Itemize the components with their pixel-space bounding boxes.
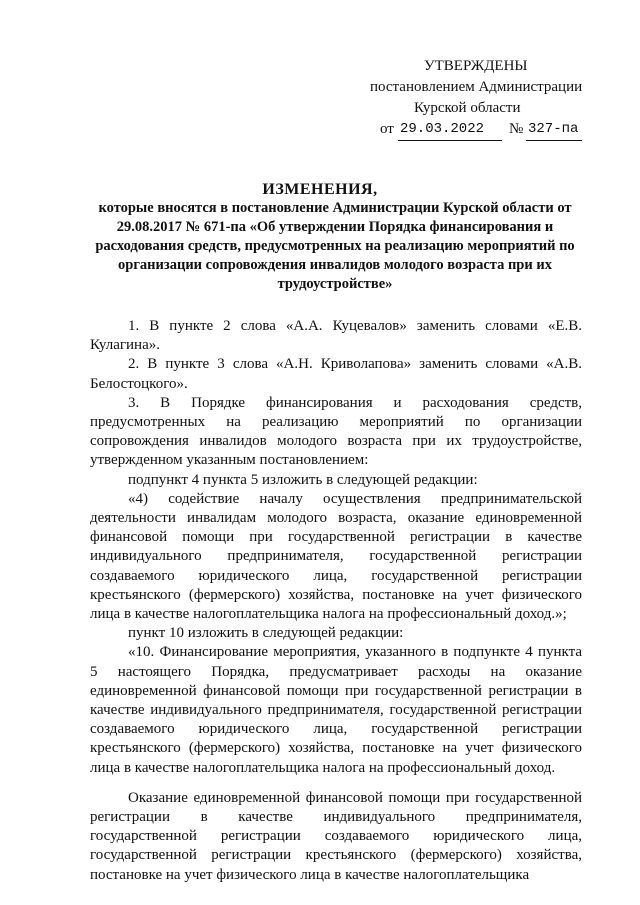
- document-body: [90, 317, 582, 885]
- paragraph-subpoint-intro: подпункт 4 пункта 5 изложить в следующей редакции:: [128, 471, 478, 488]
- number-prefix: №: [509, 121, 524, 137]
- paragraph-point-10-intro: пункт 10 изложить в следующей редакции:: [128, 625, 404, 642]
- document-subtitle: которые вносятся в постановление Администрации Курской области от 29.08.2017 № 671-па «Об утверждении Порядка финансирования и расходования средств, предусмотренных на реализацию мероприятий по организации сопровождения инвалидов молодого возраста при их трудоустройстве»: [95, 200, 575, 292]
- approval-stamp: [370, 56, 600, 140]
- approval-date-row: [370, 119, 600, 140]
- paragraph-subpoint-4: «4) содействие началу осуществления предпринимательской деятельности инвалидам молодого возраста, оказание единовременной финансовой помощи при государственной регистрации в качестве индивидуального предпринимателя, государственной регистрации создаваемого юридического лица, государственной регистрации крестьянского (фермерского) хозяйства, постановке на учет физического лица в качестве налогоплательщика налога на профессиональный доход.»;: [90, 490, 582, 623]
- document-title: ИЗМЕНЕНИЯ,: [262, 181, 378, 198]
- paragraph-point-10: «10. Финансирование мероприятия, указанного в подпункте 4 пункта 5 настоящего Порядка, предусматривает расходы на оказание единовременной финансовой помощи при государственной регистрации в качестве индивидуального предпринимателя, государственной регистрации создаваемого юридического лица, государственной регистрации крестьянского (фермерского) хозяйства, постановке на учет физического лица в качестве налогоплательщика налога на профессиональный доход.: [90, 644, 582, 776]
- paragraph-item-2: 2. В пункте 3 слова «А.Н. Криволапова» заменить словами «А.В. Белостоцкого».: [90, 356, 582, 392]
- paragraph-item-1: 1. В пункте 2 слова «А.А. Куцевалов» заменить словами «Е.В. Кулагина».: [90, 318, 582, 354]
- approval-heading: УТВЕРЖДЕНЫ: [424, 58, 528, 74]
- date-prefix: от: [380, 121, 394, 137]
- number-value: 327-па: [528, 121, 579, 137]
- date-value: 29.03.2022: [400, 121, 485, 137]
- paragraph-assistance: Оказание единовременной финансовой помощи при государственной регистрации в качестве индивидуального предпринимателя, государственной регистрации создаваемого юридического лица, государственной регистрации крестьянского (фермерского) хозяйства, постановке на учет физического лица в качестве налогоплательщика: [90, 789, 582, 883]
- approval-line-1: постановлением Администрации: [370, 79, 583, 95]
- approval-line-2: Курской области: [414, 100, 521, 116]
- paragraph-item-3: 3. В Порядке финансирования и расходования средств, предусмотренных на реализацию мероприятий по организации сопровождения инвалидов молодого возраста при их трудоустройстве, утвержденном указанным постановлением:: [90, 394, 582, 469]
